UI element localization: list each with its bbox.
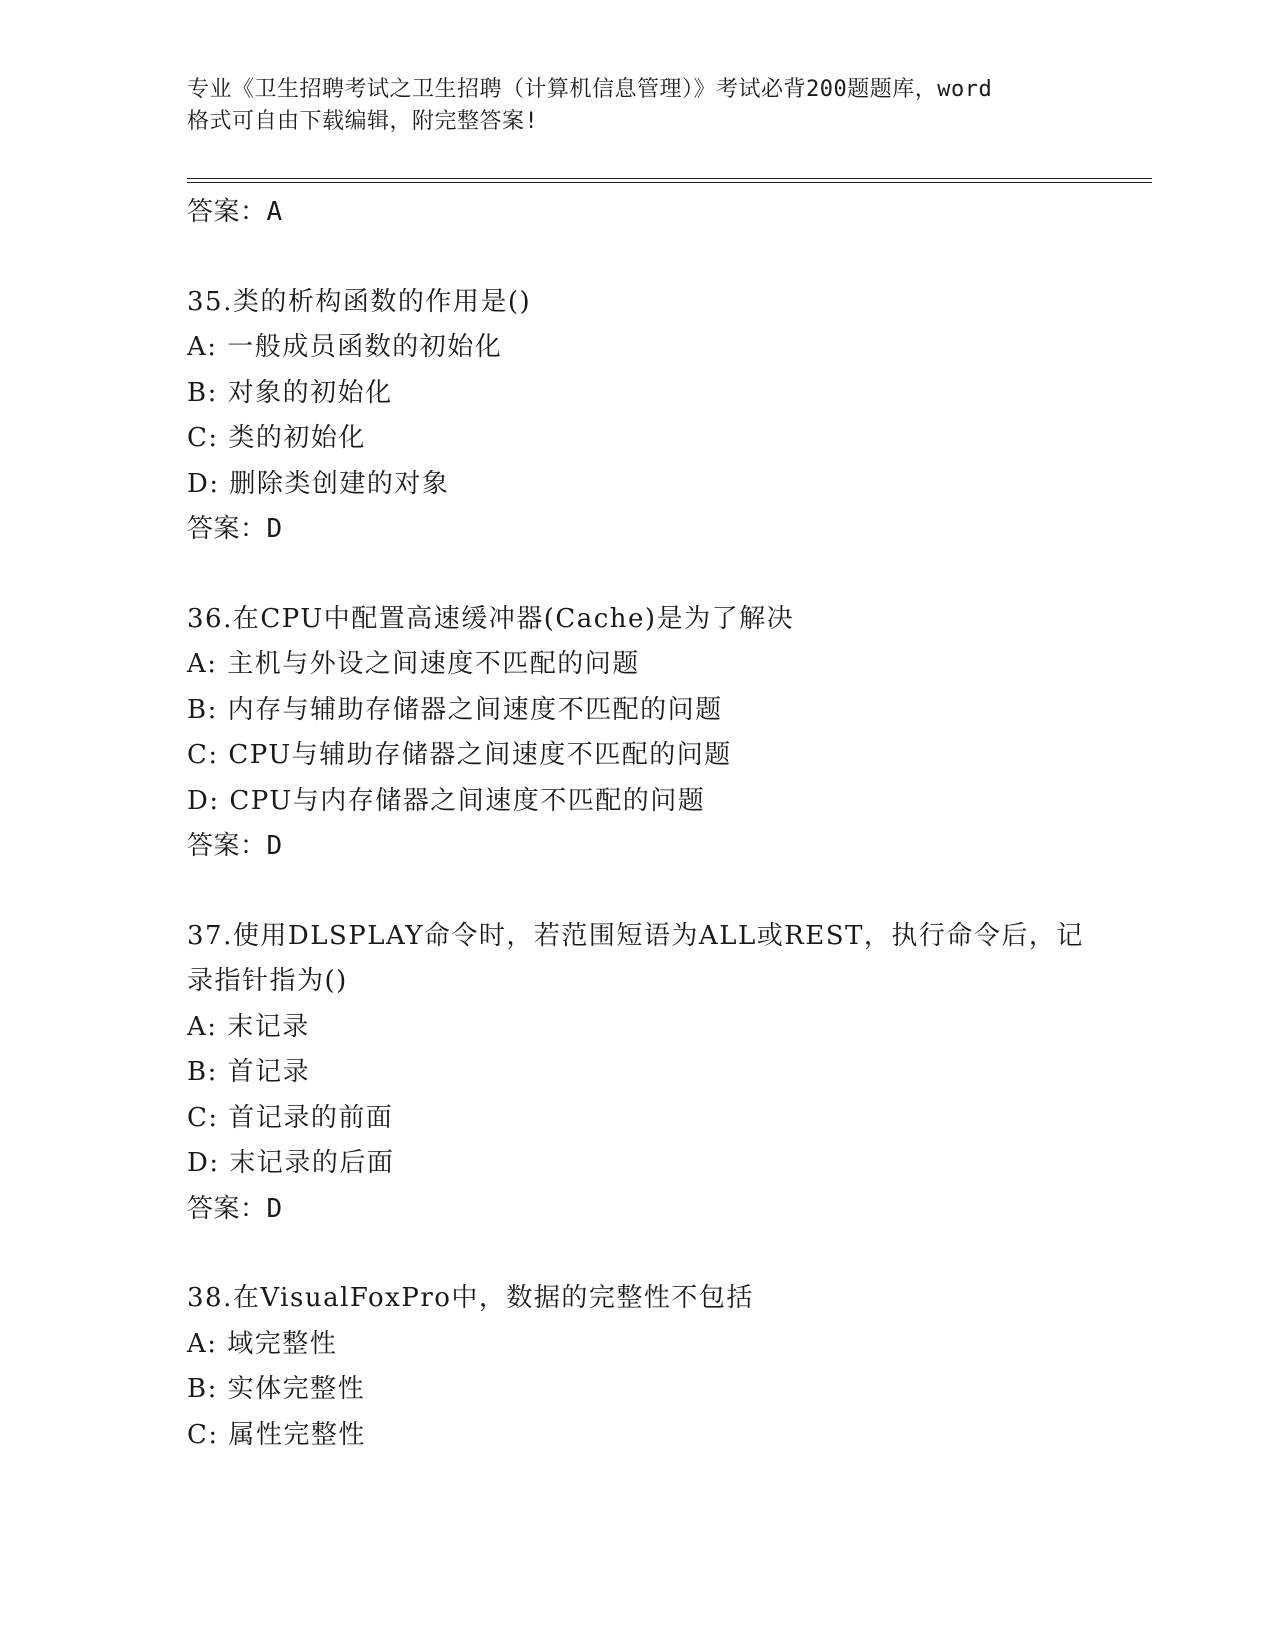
header-title-line-2: 格式可自由下载编辑，附完整答案! xyxy=(187,109,539,134)
question-item xyxy=(187,914,1117,1233)
document-header xyxy=(187,74,1087,138)
answer: 答案：D xyxy=(187,1193,283,1224)
question-text-line-2: 录指针指为() xyxy=(187,966,348,996)
spacer xyxy=(187,236,1117,280)
previous-answer: 答案：A xyxy=(187,197,283,227)
spacer xyxy=(187,1232,1117,1276)
option-b: B: 实体完整性 xyxy=(187,1374,366,1404)
question-text: 38.在VisualFoxPro中，数据的完整性不包括 xyxy=(187,1283,754,1313)
option-d: D: 删除类创建的对象 xyxy=(187,468,450,499)
header-title-line-1: 专业《卫生招聘考试之卫生招聘（计算机信息管理）》考试必背200题题库，word xyxy=(187,77,993,102)
option-a: A: 末记录 xyxy=(187,1011,310,1042)
option-d: D: CPU与内存储器之间速度不匹配的问题 xyxy=(187,785,706,816)
option-b: B: 内存与辅助存储器之间速度不匹配的问题 xyxy=(187,694,723,725)
option-c: C: CPU与辅助存储器之间速度不匹配的问题 xyxy=(187,740,732,770)
question-text-line-1: 37.使用DLSPLAY命令时，若范围短语为ALL或REST，执行命令后，记 xyxy=(187,920,1084,951)
question-text: 35.类的析构函数的作用是() xyxy=(187,286,532,317)
option-c: C: 首记录的前面 xyxy=(187,1102,394,1133)
option-a: A: 主机与外设之间速度不匹配的问题 xyxy=(187,649,640,679)
option-a: A: 一般成员函数的初始化 xyxy=(187,332,503,362)
option-d: D: 末记录的后面 xyxy=(187,1148,395,1178)
header-divider xyxy=(187,178,1152,183)
question-text: 36.在CPU中配置高速缓冲器(Cache)是为了解决 xyxy=(187,603,795,634)
option-c: C: 属性完整性 xyxy=(187,1419,366,1450)
spacer xyxy=(187,870,1117,914)
option-c: C: 类的初始化 xyxy=(187,423,366,453)
answer: 答案：D xyxy=(187,514,283,544)
question-item xyxy=(187,597,1117,870)
answer: 答案：D xyxy=(187,831,283,861)
question-item xyxy=(187,280,1117,553)
question-list xyxy=(187,190,1117,1458)
option-a: A: 域完整性 xyxy=(187,1328,338,1359)
spacer xyxy=(187,553,1117,597)
question-item xyxy=(187,1276,1117,1458)
option-b: B: 对象的初始化 xyxy=(187,377,393,408)
option-b: B: 首记录 xyxy=(187,1057,311,1087)
